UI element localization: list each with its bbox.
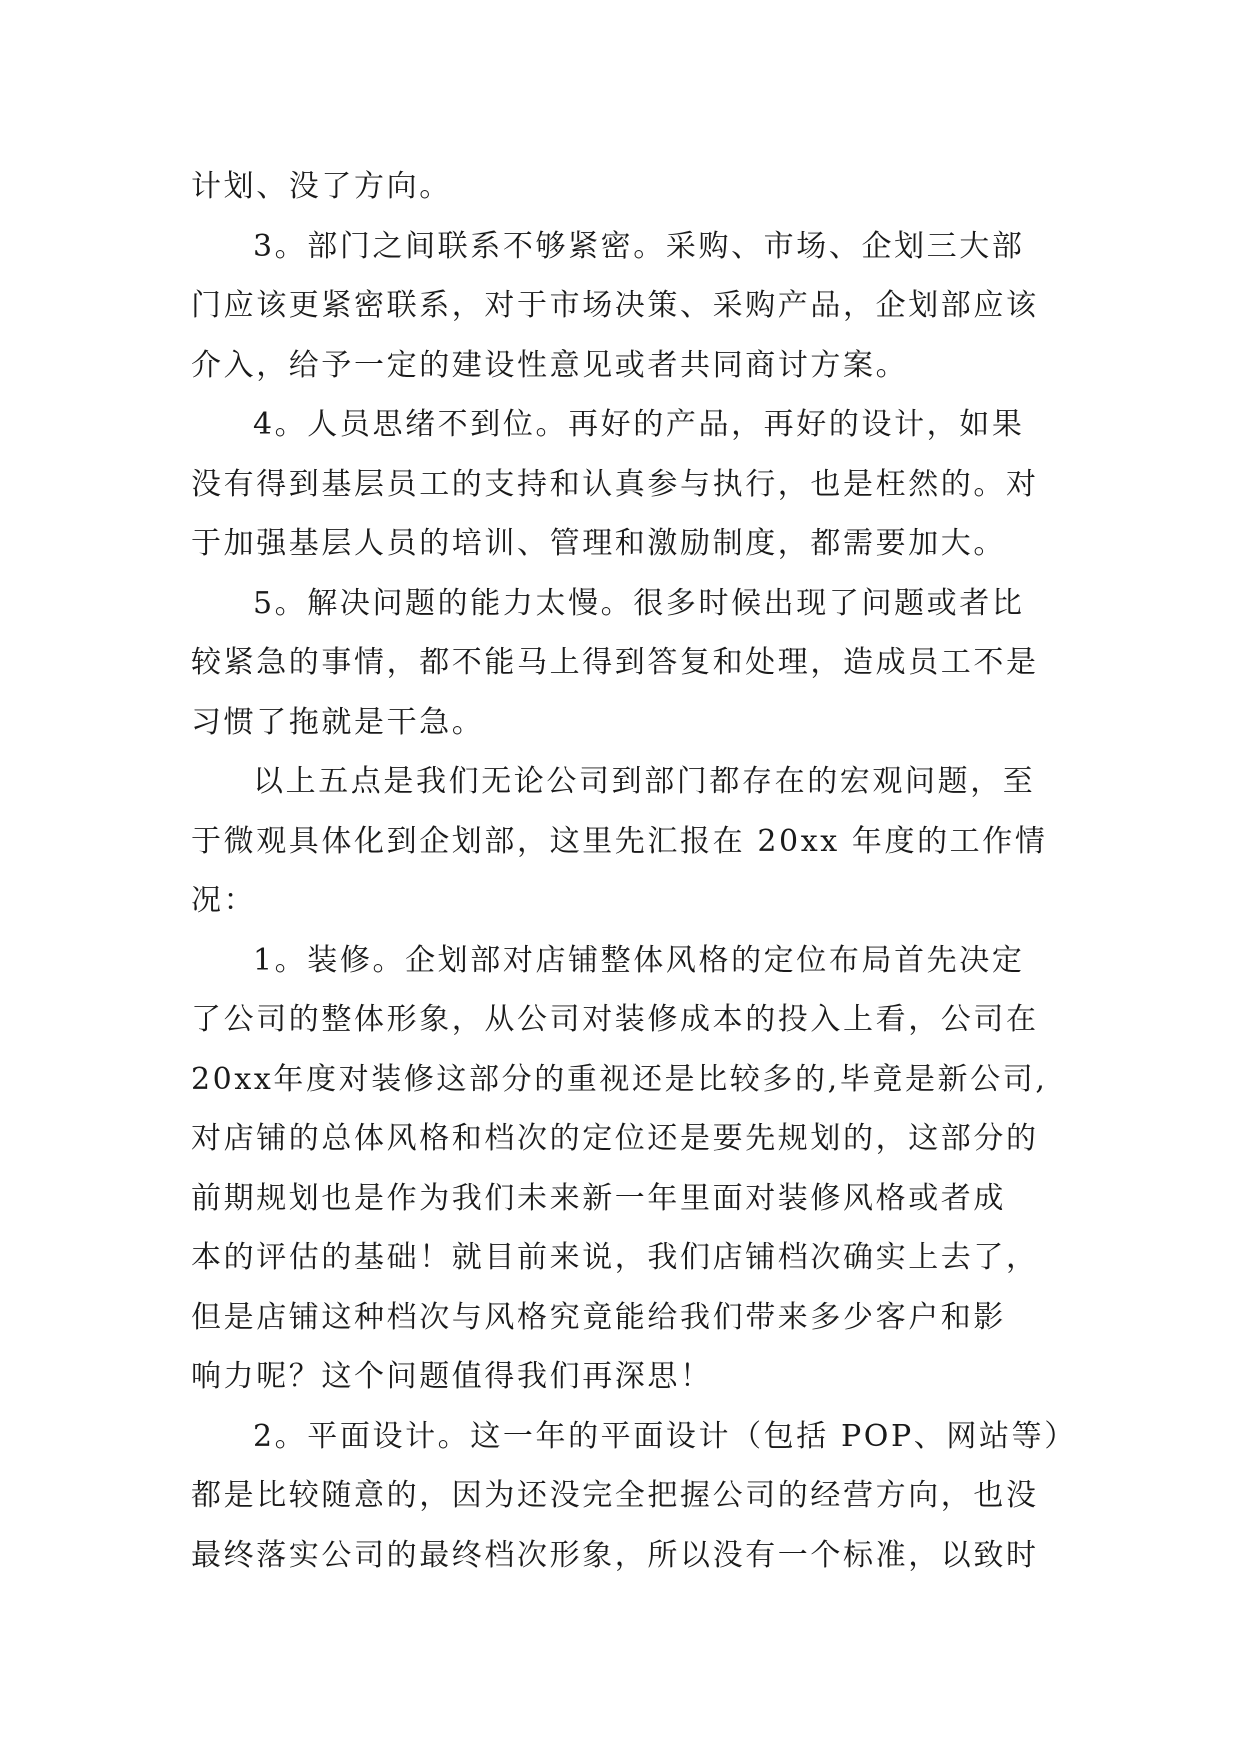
- text-line: 较紧急的事情，都不能马上得到答复和处理，造成员工不是: [191, 645, 1039, 680]
- text-line: 都是比较随意的，因为还没完全把握公司的经营方向，也没: [191, 1478, 1039, 1513]
- text-line: 况：: [191, 883, 257, 918]
- document-body: [191, 157, 1077, 1585]
- paragraph-start-summary: 以上五点是我们无论公司到部门都存在的宏观问题，至: [253, 764, 1036, 799]
- text-line: 但是店铺这种档次与风格究竟能给我们带来多少客户和影: [191, 1299, 1006, 1335]
- paragraph-start-5: 5。解决问题的能力太慢。很多时候出现了问题或者比: [253, 585, 1025, 621]
- text-line: 响力呢？这个问题值得我们再深思！: [191, 1359, 713, 1394]
- text-line: 于微观具体化到企划部，这里先汇报在 20xx 年度的工作情: [191, 823, 1048, 859]
- text-line: 于加强基层人员的培训、管理和激励制度，都需要加大。: [191, 526, 1006, 561]
- paragraph-start-3: 3。部门之间联系不够紧密。采购、市场、企划三大部: [253, 228, 1025, 264]
- text-line: 介入，给予一定的建设性意见或者共同商讨方案。: [191, 347, 909, 383]
- text-line: 20xx年度对装修这部分的重视还是比较多的,毕竟是新公司,: [191, 1061, 1048, 1097]
- text-line: 习惯了拖就是干急。: [191, 704, 485, 740]
- text-line: 门应该更紧密联系，对于市场决策、采购产品，企划部应该: [191, 288, 1039, 323]
- paragraph-start-4: 4。人员思绪不到位。再好的产品，再好的设计，如果: [253, 407, 1025, 442]
- text-line: 本的评估的基础！就目前来说，我们店铺档次确实上去了，: [191, 1240, 1039, 1275]
- text-line: 计划、没了方向。: [191, 169, 452, 204]
- text-line: 前期规划也是作为我们未来新一年里面对装修风格或者成: [191, 1180, 1006, 1216]
- paragraph-start-graphic-design: 2。平面设计。这一年的平面设计（包括 POP、网站等）: [253, 1418, 1077, 1454]
- paragraph-start-decoration: 1。装修。企划部对店铺整体风格的定位布局首先决定: [253, 942, 1025, 978]
- text-line: 最终落实公司的最终档次形象，所以没有一个标准，以致时: [191, 1537, 1039, 1573]
- text-line: 了公司的整体形象，从公司对装修成本的投入上看，公司在: [191, 1002, 1039, 1037]
- text-line: 没有得到基层员工的支持和认真参与执行，也是枉然的。对: [191, 466, 1039, 502]
- text-line: 对店铺的总体风格和档次的定位还是要先规划的，这部分的: [191, 1121, 1039, 1156]
